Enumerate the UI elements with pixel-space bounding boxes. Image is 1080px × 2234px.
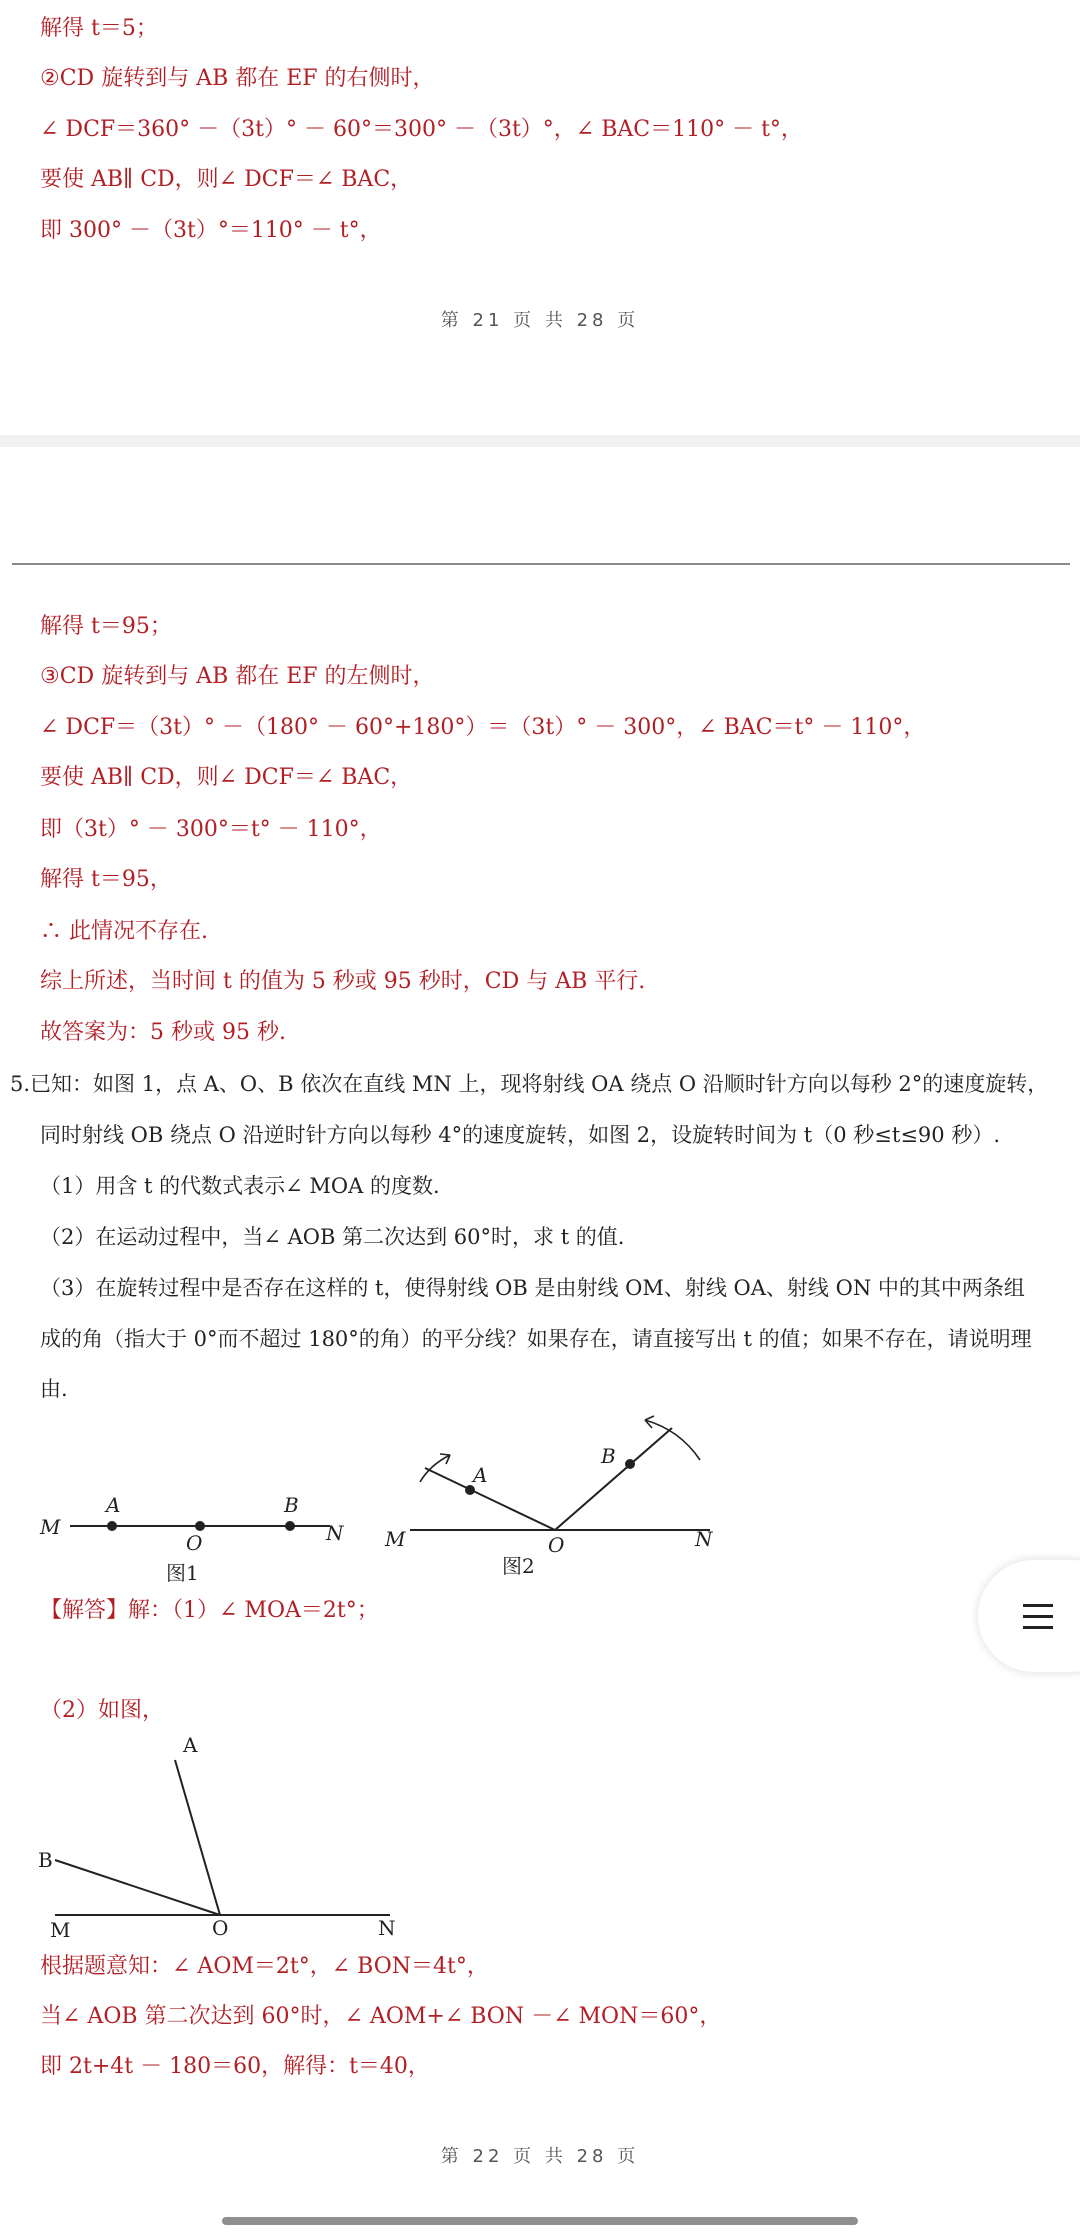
label-b: B	[284, 1493, 299, 1517]
answer-line: （2）如图，	[40, 1698, 164, 1723]
answer-line: 根据题意知：∠ AOM＝2t°，∠ BON＝4t°，	[40, 1954, 489, 1979]
home-indicator[interactable]	[222, 2217, 858, 2225]
label-b: B	[38, 1848, 53, 1872]
label-o: O	[186, 1531, 203, 1555]
page-header-rule	[12, 563, 1070, 565]
answer-line: 综上所述，当时间 t 的值为 5 秒或 95 秒时，CD 与 AB 平行.	[40, 969, 646, 994]
point-b	[625, 1459, 635, 1469]
answer-line: 解得 t＝95，	[40, 867, 172, 892]
point-o	[195, 1521, 205, 1531]
answer-line: 要使 AB∥ CD，则∠ DCF＝∠ BAC，	[40, 765, 413, 790]
rotation-arrow-b	[645, 1420, 700, 1460]
point-b	[285, 1521, 295, 1531]
figure-3	[30, 1730, 410, 1945]
answer-line: ③CD 旋转到与 AB 都在 EF 的左侧时，	[40, 664, 435, 689]
label-a: A	[183, 1733, 198, 1757]
answer-line: 要使 AB∥ CD，则∠ DCF＝∠ BAC，	[40, 167, 413, 192]
label-o: O	[548, 1533, 565, 1557]
label-n: N	[378, 1916, 396, 1940]
label-n: N	[695, 1527, 713, 1551]
question-line: （3）在旋转过程中是否存在这样的 t，使得射线 OB 是由射线 OM、射线 OA、射线 ON 中的其中两条组	[40, 1276, 1025, 1300]
menu-button[interactable]	[978, 1560, 1080, 1672]
label-m: M	[385, 1527, 406, 1551]
figure-2-caption: 图2	[502, 1554, 535, 1578]
question-line: 5.已知：如图 1，点 A、O、B 依次在直线 MN 上，现将射线 OA 绕点 O 沿顺时针方向以每秒 2°的速度旋转，	[10, 1072, 1049, 1096]
label-m: M	[50, 1918, 71, 1942]
label-a: A	[106, 1493, 121, 1517]
question-line: 同时射线 OB 绕点 O 沿逆时针方向以每秒 4°的速度旋转，如图 2，设旋转时间为 t（0 秒≤t≤90 秒）.	[40, 1123, 1000, 1147]
answer-line: 即（3t）° － 300°＝t° － 110°，	[40, 817, 382, 842]
figure-1	[30, 1488, 360, 1588]
point-a	[107, 1521, 117, 1531]
ray-ob	[55, 1860, 220, 1915]
answer-line: 即 2t+4t － 180＝60，解得：t＝40，	[40, 2054, 430, 2079]
page-footer: 第 22 页 共 28 页	[440, 2146, 640, 2167]
answer-line: ∠ DCF＝360° －（3t）° － 60°＝300° －（3t）°，∠ BAC＝110° － t°，	[40, 117, 803, 142]
answer-line: 解得 t＝5；	[40, 16, 158, 41]
ray-oa	[175, 1760, 220, 1915]
answer-line: 当∠ AOB 第二次达到 60°时，∠ AOM+∠ BON －∠ MON＝60°，	[40, 2004, 722, 2029]
label-m: M	[40, 1515, 61, 1539]
label-a: A	[473, 1463, 488, 1487]
label-b: B	[601, 1444, 616, 1468]
label-o: O	[212, 1916, 229, 1940]
answer-line: ∠ DCF＝（3t）° －（180° － 60°+180°）＝（3t）° － 300°，∠ BAC＝t° － 110°，	[40, 715, 926, 740]
question-line: 成的角（指大于 0°而不超过 180°的角）的平分线？如果存在，请直接写出 t 的值；如果不存在，请说明理	[40, 1327, 1032, 1351]
page-footer: 第 21 页 共 28 页	[440, 310, 640, 331]
answer-line: ∴ 此情况不存在.	[40, 919, 208, 944]
answer-line: 解得 t＝95；	[40, 614, 172, 639]
hamburger-menu-icon	[1023, 1604, 1053, 1637]
question-line: （2）在运动过程中，当∠ AOB 第二次达到 60°时，求 t 的值.	[40, 1225, 625, 1249]
page-separator	[0, 435, 1080, 447]
answer-line: 即 300° －（3t）°＝110° － t°，	[40, 218, 382, 243]
question-line: （1）用含 t 的代数式表示∠ MOA 的度数.	[40, 1174, 440, 1198]
figure-2	[380, 1410, 720, 1595]
answer-line: 故答案为：5 秒或 95 秒.	[40, 1020, 286, 1045]
ray-oa	[425, 1468, 555, 1530]
question-line: 由.	[40, 1377, 68, 1401]
figure-1-caption: 图1	[166, 1561, 199, 1585]
answer-line: ②CD 旋转到与 AB 都在 EF 的右侧时，	[40, 66, 435, 91]
answer-line: 【解答】解：（1）∠ MOA＝2t°；	[40, 1598, 379, 1623]
label-n: N	[326, 1521, 344, 1545]
